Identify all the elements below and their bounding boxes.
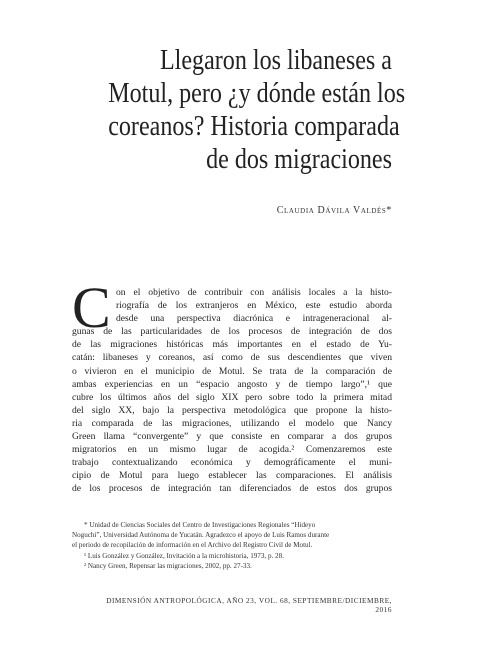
author-name: Claudia Dávila Valdés*: [276, 205, 392, 216]
footnote-line: el periodo de recopilación de información en el Archivo del Registro Civil de Motul.: [72, 541, 313, 550]
footnote-line: ¹ Luis González y González, Invitación a la microhistoria, 1973, p. 28.: [84, 551, 284, 560]
body-line: ria comparada de las migraciones, utilizando el modelo que Nancy: [72, 417, 392, 429]
title-line: Llegaron los libaneses a: [159, 45, 392, 76]
body-line: riografía de los extranjeros en México, este estudio aborda: [116, 300, 392, 312]
body-line: ambas experiencias en un “espacio angosto y de tiempo largo”,¹ que: [72, 378, 392, 390]
body-line: on el objetivo de contribuir con análisis locales a la histo-: [116, 287, 392, 298]
body-text: [72, 286, 392, 496]
footnote-line: Noguchi”, Universidad Autónoma de Yucatán. Agradezco el apoyo de Luis Ramos durante: [72, 531, 330, 540]
body-line: cubre los últimos años del siglo XIX pero sobre todo la primera mitad: [72, 391, 392, 403]
body-line: Green llama “convergente” y que consiste en comparar a dos grupos: [72, 431, 392, 443]
title-line: Motul, pero ¿y dónde están los: [108, 78, 406, 109]
body-line: o vivieron en el municipio de Motul. Se trata de la comparación de: [72, 365, 392, 377]
body-line: cipio de Motul para luego establecer las comparaciones. El análisis: [72, 470, 392, 482]
body-line: de los procesos de integración tan diferenciados de estos dos grupos: [72, 483, 392, 495]
title-line: de dos migraciones: [206, 144, 392, 175]
body-line: gunas de las particularidades de los procesos de integración de dos: [72, 326, 392, 338]
article-title: [108, 44, 406, 176]
footnotes: [72, 520, 392, 571]
title-line: coreanos? Historia comparada: [108, 111, 400, 142]
drop-cap: C: [72, 275, 111, 340]
body-line: de las migraciones históricas más importantes en el estado de Yu-: [72, 339, 392, 351]
body-line: desde una perspectiva diacrónica e intrageneracional al-: [116, 313, 392, 325]
body-line: catán: libaneses y coreanos, así como de sus descendientes que viven: [72, 352, 392, 364]
footnote-line: * Unidad de Ciencias Sociales del Centro de Investigaciones Regionales “Hideyo: [84, 521, 316, 529]
footnote-line: ² Nancy Green, Repensar las migraciones, 2002, pp. 27-33.: [84, 561, 252, 570]
body-line: trabajo contextualizando económica y demográficamente el muni-: [72, 457, 392, 469]
body-line: del siglo XX, bajo la perspectiva metodológica que propone la histo-: [72, 404, 392, 416]
running-footer: DIMENSIÓN ANTROPOLÓGICA, AÑO 23, VOL. 68, SEPTIEMBRE/DICIEMBRE, 2016: [106, 596, 392, 614]
body-line: migratorios en un mismo lugar de acogida.² Comenzaremos este: [72, 444, 392, 456]
